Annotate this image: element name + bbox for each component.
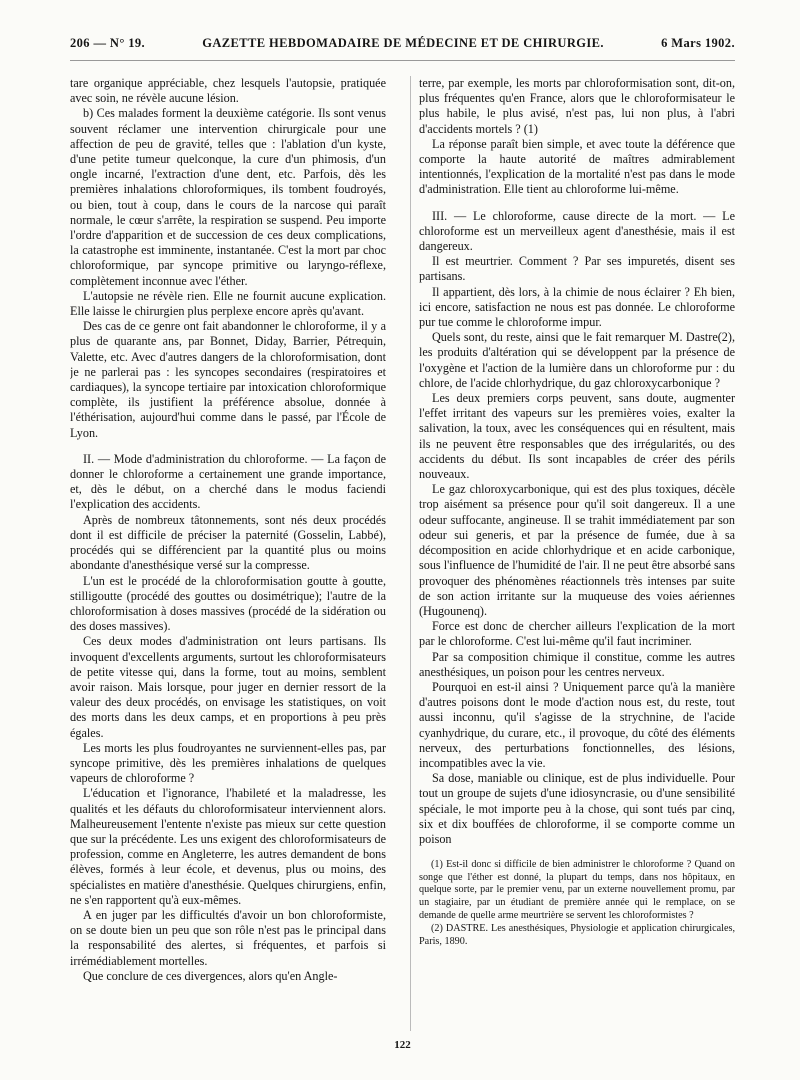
right-column — [410, 76, 735, 1031]
paragraph: Les morts les plus foudroyantes ne surviennent-elles pas, par syncope primitive, dès les premières inhalations de quelques vapeurs de chloroforme ? — [70, 740, 386, 786]
journal-page — [70, 36, 735, 1066]
issue-date: 6 Mars 1902. — [661, 36, 735, 50]
paragraph: Que conclure de ces divergences, alors qu'en Angle- — [83, 968, 338, 983]
folio-number: 122 — [394, 1039, 411, 1051]
paragraph: La réponse paraît bien simple, et avec toute la déférence que comporte la haute autorité de maîtres admirablement intentionnés, l'explication de la mortalité n'est pas dans le mode d'administration. Elle tient au chloroforme lui-même. — [419, 136, 735, 197]
text-columns — [70, 76, 735, 1031]
page-number-issue: 206 — N° 19. — [70, 36, 146, 50]
paragraph: Pourquoi en est-il ainsi ? Uniquement parce qu'à la manière d'autres poisons dont le mode d'action nous est, du reste, tout aussi inconnu, qu'il s'agisse de la strychnine, de l'acide cyanhydrique, du curare, etc., il provoque, du côté des éléments nerveux, des perturbations fonctionnelles, des lésions, incompatibles avec la vie. — [419, 679, 735, 770]
paragraph: L'éducation et l'ignorance, l'habileté et la maladresse, les qualités et les défauts du chloroformisateur interviennent alors. Malheureusement l'entente n'existe pas mieux sur cette question que sur la précédente. Les uns exigent des chloroformisateurs de profession, comme en Angleterre, les autres demandent de bons élèves, formés à leur école, et devenus, plus ou moins, des spécialistes en matière d'anesthésie. Quelques chirurgiens, enfin, ne s'en rapportent qu'à eux-mêmes. — [70, 786, 386, 907]
paragraph: terre, par exemple, les morts par chloroformisation sont, dit-on, plus fréquentes qu'en France, alors que le chloroformisateur le plus habile, le plus avisé, n'est pas, lui non plus, à l'abri d'accidents mortels ? (1) — [419, 76, 735, 136]
paragraph: Les deux premiers corps peuvent, sans doute, augmenter l'effet irritant des vapeurs sur les premières voies, exalter la salivation, la toux, avec les conséquences qui en résultent, mais ils ne peuvent être responsables que des irrégularités, ou des accidents du début. Ils sont incapables de créer des périls nouveaux. — [419, 391, 735, 482]
paragraph: tare organique appréciable, chez lesquels l'autopsie, pratiquée avec soin, ne révèle aucune lésion. — [70, 76, 386, 106]
footnotes — [419, 859, 735, 948]
paragraph: L'un est le procédé de la chloroformisation goutte à goutte, stilligoutte (procédé des gouttes ou dosimétrique); l'autre de la chloroformisation à doses massives (procédé de la sidération ou des doses massives). — [70, 573, 386, 634]
footnote: (2) DASTRE. Les anesthésiques, Physiologie et application chirurgicales, Paris, 1890. — [419, 923, 735, 947]
paragraph: Sa dose, maniable ou clinique, est de plus individuelle. Pour tout un groupe de sujets d'une idiosyncrasie, ou d'une sensibilité spéciale, le mot importe peu à la chose, qui sont tués par cinq, six et dix bouffées de chloroforme, il se comporte comme un poison — [419, 771, 735, 846]
paragraph: b) Ces malades forment la deuxième catégorie. Ils sont venus souvent réclamer une intervention chirurgicale pour une affection de peu de gravité, telles que : l'ablation d'un kyste, d'une petite tumeur quelconque, la cure d'un phimosis, d'un ongle incarné, l'extraction d'une dent, etc. Parfois, dès les premières inhalations chloroformiques, ils tombent foudroyés, ou bien, tout à coup, dans le cours de la narcose qui paraît normale, le cœur s'arrête, la respiration se suspend. Peu importe l'ordre d'apparition et de succession de ces deux complications, la catastrophe est imminente, instantanée. C'est la mort par choc chloroformique, par syncope primitive ou laryngo-réflexe, complètement inconnue avec l'éther. — [70, 106, 386, 288]
running-header — [70, 36, 735, 61]
section-heading-paragraph: II. — Mode d'administration du chloroforme. — La façon de donner le chloroforme a certainement une grande importance, et, dès le début, on a cherché dans le modus faciendi l'explication des accidents. — [70, 451, 386, 512]
paragraph: Le gaz chloroxycarbonique, qui est des plus toxiques, décèle trop aisément sa présence pour qu'il soit dangereux. Il a une odeur suffocante, angineuse. Il se trahit immédiatement par son odeur sui generis, et par la présence de fumée, due à sa décomposition en acide chlorhydrique et en acide carbonique, sous l'influence de l'humidité de l'air. Il ne peut être absorbé sans provoquer des phénomènes réactionnels très intenses par suite de son action irritante sur la muqueuse des voies aériennes (Hugounenq). — [419, 482, 735, 618]
left-column — [70, 76, 396, 1031]
footnote: (1) Est-il donc si difficile de bien administrer le chloroforme ? Quand on songe que l'éther est donné, la plupart du temps, dans nos hôpitaux, en quelque sorte, par le premier venu, par un externe nouvellement promu, par un stagiaire, par un étudiant de première année qui le remplace, on se demande de quelle arme meurtrière se servent les chloroformistes ? — [419, 859, 735, 921]
section-heading-paragraph: III. — Le chloroforme, cause directe de la mort. — Le chloroforme est un merveilleux agent d'anesthésie, mais il est dangereux. — [419, 208, 735, 254]
paragraph: Ces deux modes d'administration ont leurs partisans. Ils invoquent d'excellents arguments, surtout les chloroformisateurs de petite vitesse qui, dans la forme, tout au moins, semblent avoir raison. Mais lorsque, pour juger en dernier ressort de la valeur des deux procédés, on envisage les statistiques, on voit des morts dans les deux camps, et en proportions à peu près égales. — [70, 634, 386, 740]
paragraph: Il appartient, dès lors, à la chimie de nous éclairer ? Eh bien, ici encore, satisfaction ne nous est pas donnée. Le chloroforme pur tue comme le chloroforme impur. — [419, 284, 735, 330]
paragraph: L'autopsie ne révèle rien. Elle ne fournit aucune explication. Elle laisse le chirurgien plus perplexe encore après qu'avant. — [70, 288, 386, 319]
paragraph: Il est meurtrier. Comment ? Par ses impuretés, disent ses partisans. — [419, 254, 735, 284]
paragraph: A en juger par les difficultés d'avoir un bon chloroformiste, on se doute bien un peu que son rôle n'est pas le principal dans la responsabilité des alertes, si fréquentes, et parfois si irrémédiablement mortelles. — [70, 907, 386, 968]
paragraph: Après de nombreux tâtonnements, sont nés deux procédés dont il est difficile de préciser la paternité (Gosselin, Labbé), procédés qui se différencient par la quantité plus ou moins abondante d'anesthésique versé sur la compresse. — [70, 512, 386, 573]
paragraph: Quels sont, du reste, ainsi que le fait remarquer M. Dastre(2), les produits d'altération qui se développent par la présence de l'oxygène et l'action de la lumière dans un chloroforme pur : du chlore, de l'acide chlorhydrique, du gaz chloroxycarbonique ? — [419, 330, 735, 390]
paragraph: Force est donc de chercher ailleurs l'explication de la mort par le chloroforme. C'est lui-même qu'il faut incriminer. — [419, 619, 735, 649]
paragraph: Par sa composition chimique il constitue, comme les autres anesthésiques, un poison pour les centres nerveux. — [419, 649, 735, 679]
journal-title: GAZETTE HEBDOMADAIRE DE MÉDECINE ET DE CHIRURGIE. — [202, 36, 604, 50]
paragraph: Des cas de ce genre ont fait abandonner le chloroforme, il y a plus de quarante ans, par Bonnet, Diday, Barrier, Pétrequin, Valette, etc. Avec d'autres dangers de la chloroformisation, dont je ne parlerai pas : les syncopes secondaires (respiratoires et cardiaques), la syncope tertiaire par intoxication chloroformique complète, ils justifient la préférence absolue, donnée à l'éthérisation, aujourd'hui comme dans le passé, par l'École de Lyon. — [70, 319, 386, 440]
